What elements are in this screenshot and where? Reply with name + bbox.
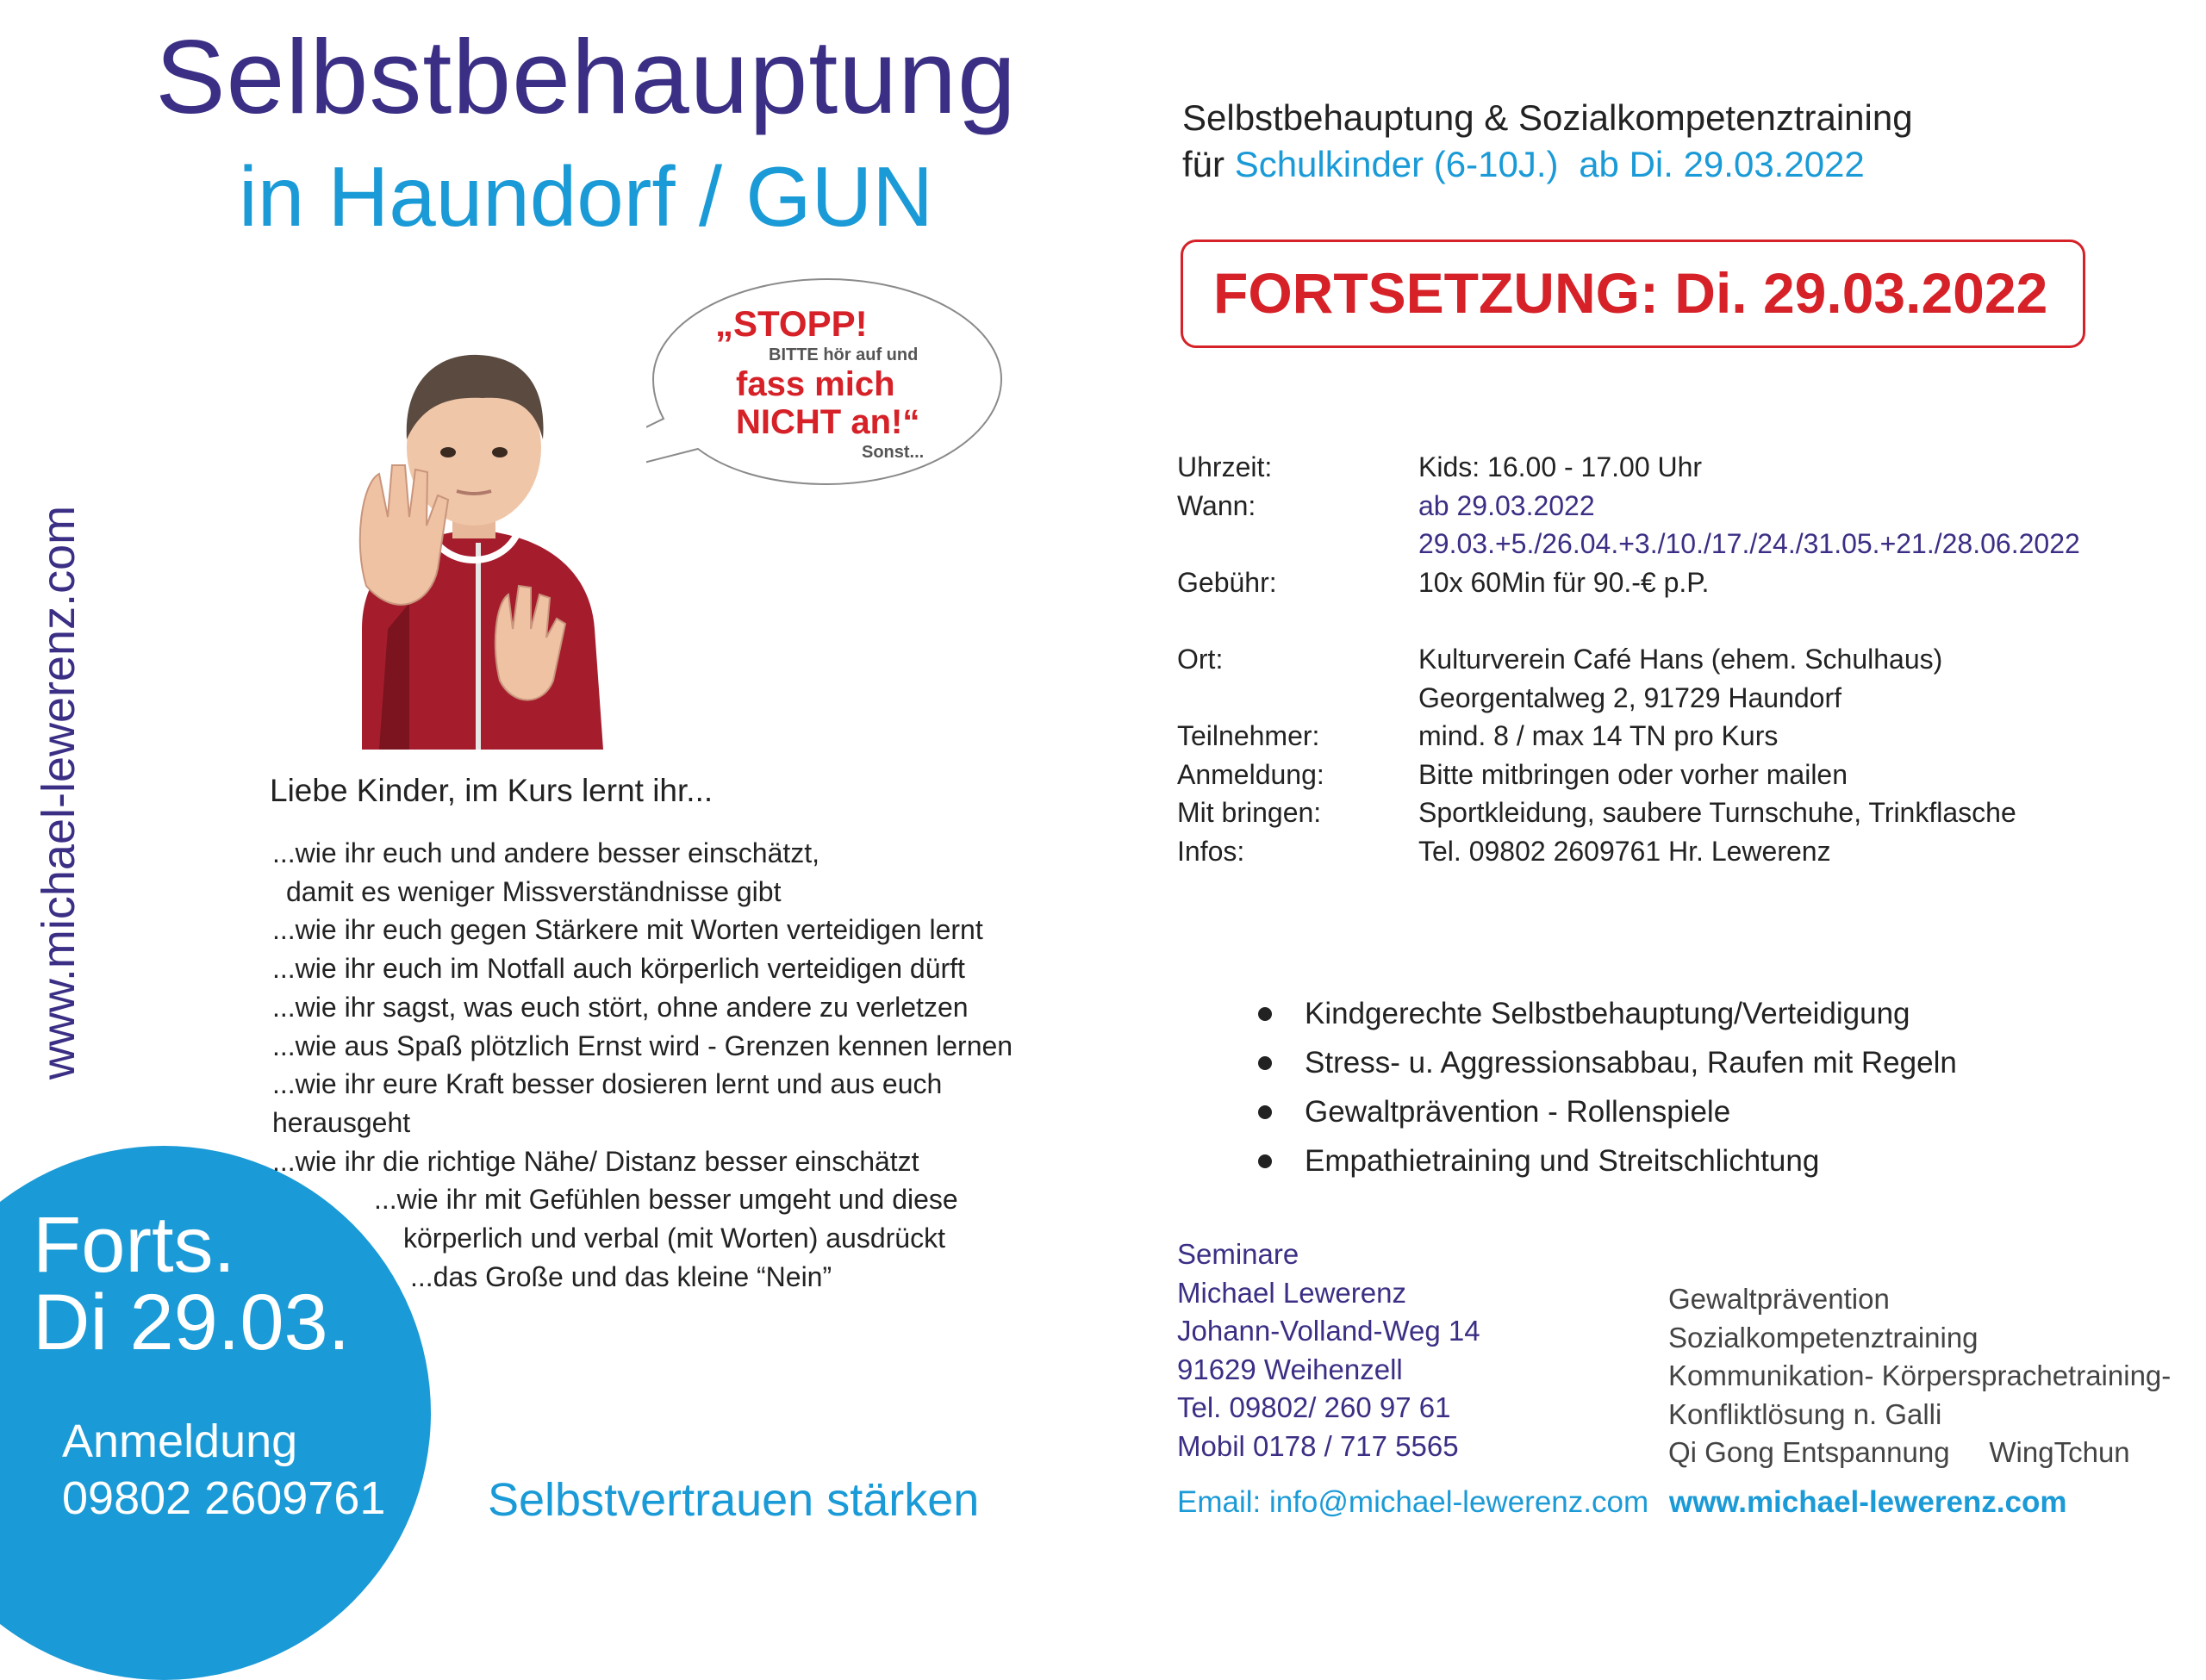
bubble-nicht-an: NICHT an!“	[736, 403, 920, 441]
learn-item: körperlich und verbal (mit Worten) ausdrückt	[403, 1223, 945, 1254]
info-row-when	[1177, 487, 2080, 526]
service-item: Sozialkompetenztraining	[1668, 1321, 1979, 1353]
info-value: Sportkleidung, saubere Turnschuhe, Trinkflasche	[1418, 797, 2016, 829]
info-label: Teilnehmer:	[1177, 720, 1320, 752]
course-target	[1182, 141, 1865, 188]
services-list	[1668, 1280, 2171, 1472]
bullet-icon	[1258, 1056, 1272, 1070]
info-row-infos	[1177, 832, 2080, 871]
list-item: Stress- u. Aggressionsabbau, Raufen mit Regeln	[1258, 1038, 1957, 1087]
info-row-dates	[1177, 525, 2080, 563]
learn-item: ...wie ihr sagst, was euch stört, ohne andere zu verletzen	[272, 991, 969, 1023]
info-row-bring	[1177, 793, 2080, 832]
contact-line: Johann-Volland-Weg 14	[1177, 1315, 1480, 1347]
learn-item: ...wie ihr euch gegen Stärkere mit Worten verteidigen lernt	[272, 914, 983, 946]
bullet-icon	[1258, 1105, 1272, 1119]
circle-registration-phone: 09802 2609761	[62, 1472, 386, 1524]
info-value: 29.03.+5./26.04.+3./10./17./24./31.05.+21./28.06.2022	[1418, 528, 2080, 560]
forts-day: Di 29.03.	[33, 1279, 351, 1366]
fortsetzung-text: FORTSETZUNG: Di. 29.03.2022	[1213, 261, 2048, 325]
forts-label: Forts.	[33, 1201, 236, 1289]
info-value: mind. 8 / max 14 TN pro Kurs	[1418, 720, 1779, 752]
info-label: Uhrzeit:	[1177, 451, 1273, 482]
info-value: Georgentalweg 2, 91729 Haundorf	[1418, 681, 1842, 713]
info-value: Kulturverein Café Hans (ehem. Schulhaus)	[1418, 643, 1943, 675]
intro-text: Liebe Kinder, im Kurs lernt ihr...	[270, 773, 714, 808]
list-item: Empathietraining und Streitschlichtung	[1258, 1136, 1957, 1185]
bottom-slogan: Selbstvertrauen stärken	[488, 1474, 980, 1526]
speech-bubble-text	[715, 303, 991, 464]
contact-address	[1177, 1235, 1480, 1466]
learn-item: ...wie aus Spaß plötzlich Ernst wird - Grenzen kennen lernen	[272, 1030, 1013, 1061]
contact-phone[interactable]: Tel. 09802/ 260 97 61	[1177, 1391, 1451, 1424]
forts-date	[33, 1201, 351, 1366]
info-row-address	[1177, 679, 2080, 718]
learn-item: ...wie ihr die richtige Nähe/ Distanz besser einschätzt	[272, 1145, 919, 1177]
info-label: Infos:	[1177, 835, 1245, 867]
page-title: Selbstbehauptung	[155, 18, 1017, 135]
info-value: Tel. 09802 2609761 Hr. Lewerenz	[1418, 835, 1831, 867]
topic-bullet-list	[1258, 989, 1957, 1185]
contact-line: Michael Lewerenz	[1177, 1276, 1406, 1309]
info-value: 10x 60Min für 90.-€ p.P.	[1418, 566, 1710, 598]
course-title: Selbstbehauptung & Sozialkompetenztraining	[1182, 97, 1913, 138]
child-stop-gesture-image	[327, 345, 620, 750]
course-for-label: für	[1182, 144, 1225, 184]
info-label: Wann:	[1177, 489, 1256, 521]
learn-item: ...das Große und das kleine “Nein”	[410, 1260, 832, 1292]
learn-item: ...wie ihr euch und andere besser einschätzt,	[272, 837, 820, 868]
course-start: ab Di. 29.03.2022	[1579, 144, 1865, 184]
contact-line: 91629 Weihenzell	[1177, 1353, 1403, 1385]
info-label: Ort:	[1177, 643, 1224, 675]
info-row-fee	[1177, 563, 2080, 602]
circle-registration-label: Anmeldung	[62, 1416, 298, 1467]
list-item: Kindgerechte Selbstbehauptung/Verteidigung	[1258, 989, 1957, 1038]
info-label: Anmeldung:	[1177, 758, 1324, 790]
service-item: Kommunikation- Körpersprachetraining-	[1668, 1360, 2172, 1392]
email-link[interactable]: Email: info@michael-lewerenz.com	[1177, 1485, 1649, 1519]
contact-line: Seminare	[1177, 1238, 1299, 1270]
learn-item: ...wie ihr mit Gefühlen besser umgeht und diese	[374, 1184, 958, 1216]
info-value: Bitte mitbringen oder vorher mailen	[1418, 758, 1848, 790]
bullet-icon	[1258, 1154, 1272, 1168]
circle-registration	[62, 1413, 385, 1527]
bullet-icon	[1258, 1007, 1272, 1021]
page-subtitle: in Haundorf / GUN	[238, 149, 934, 244]
list-item: Gewaltprävention - Rollenspiele	[1258, 1087, 1957, 1136]
learn-item: herausgeht	[272, 1106, 411, 1138]
bubble-fass-mich: fass mich	[736, 365, 895, 403]
side-website-link[interactable]: www.michael-lewerenz.com	[33, 505, 84, 1080]
info-label: Mit bringen:	[1177, 797, 1322, 829]
info-value: ab 29.03.2022	[1418, 489, 1595, 521]
course-target-group: Schulkinder (6-10J.)	[1234, 144, 1559, 184]
service-item: Konfliktlösung n. Galli	[1668, 1397, 1942, 1430]
contact-mobile[interactable]: Mobil 0178 / 717 5565	[1177, 1429, 1459, 1462]
info-label: Gebühr:	[1177, 566, 1277, 598]
info-value: Kids: 16.00 - 17.00 Uhr	[1418, 451, 1703, 482]
bubble-stopp: „STOPP!	[715, 303, 868, 344]
info-row-participants	[1177, 717, 2080, 756]
service-item: Gewaltprävention	[1668, 1283, 1890, 1315]
info-row-time	[1177, 448, 2080, 487]
website-link[interactable]: www.michael-lewerenz.com	[1668, 1485, 2067, 1519]
course-info-table	[1177, 448, 2080, 871]
info-row-registration	[1177, 756, 2080, 794]
bubble-bitte: BITTE hör auf und	[769, 345, 919, 364]
bubble-sonst: Sonst...	[862, 443, 925, 462]
learn-item: ...wie ihr eure Kraft besser dosieren lernt und aus euch	[272, 1068, 943, 1100]
learn-list	[272, 834, 1013, 1296]
footer-contact	[1177, 1482, 2066, 1523]
info-row-location	[1177, 640, 2080, 679]
service-item: Qi Gong Entspannung WingTchun	[1668, 1436, 2130, 1469]
learn-item: ...wie ihr euch im Notfall auch körperlich verteidigen dürft	[272, 953, 965, 985]
learn-item: damit es weniger Missverständnisse gibt	[286, 875, 782, 907]
